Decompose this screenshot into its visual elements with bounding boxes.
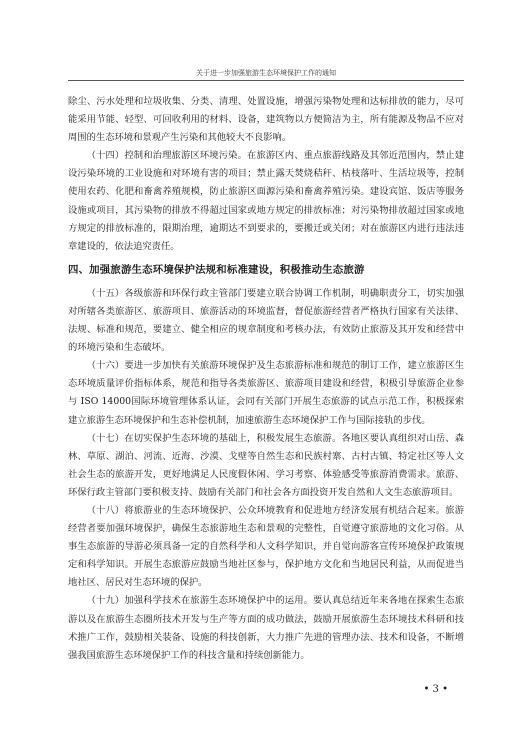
page-number: • 3 • — [423, 684, 448, 695]
paragraph-19: （十九）加强科学技术在旅游生态环境保护中的运用。要认真总结近年来各地在探索生态旅游以及在旅游生态圈所技术开发与生产等方面的成功做法，鼓励开展旅游生态环境技术科研和技术推广工作，鼓励相关装备、设施的科技创新，大力推广先进的管理办法、技术和设备，不断增强我国旅游生态环境保护工作的科技含量和持续创新能力。 — [68, 595, 464, 661]
paragraph-continued: 除尘、污水处理和垃圾收集、分类、清理、处置设施，增强污染物处理和达标排放的能力，尽可能采用节能、轻型、可回收利用的材料、设备，建筑物以方便简洁为主，所有能源及物品不应对周围的生态环境和景观产生污染和其他较大不良影响。 — [68, 96, 464, 144]
section-heading-4: 四、加强旅游生态环境保护法规和标准建设，积极推动生态旅游 — [68, 263, 365, 276]
document-body — [68, 93, 464, 665]
paragraph-14: （十四）控制和治理旅游区环境污染。在旅游区内、重点旅游线路及其邻近范围内，禁止建设污染环境的工业设施和对环境有害的项目；禁止露天焚烧秸秆、枯枝落叶、生活垃圾等，控制使用农药、化肥和畜禽养殖规模，防止旅游区面源污染和畜禽养殖污染。建设宾馆、饭店等服务设施或项目，其污染物的排放不得超过国家或地方规定的排放标准；对污染物排放超过国家或地方规定的排放标准的，限期治理，逾期达不到要求的，要搬迁或关闭；对在旅游区内进行违法违章建设的，依法追究责任。 — [68, 150, 464, 252]
running-header: 关于进一步加强旅游生态环境保护工作的通知 — [196, 69, 336, 77]
paragraph-16: （十六）要进一步加快有关旅游环境保护及生态旅游标准和规范的制订工作，建立旅游区生态环境质量评价指标体系，规范和指导各类旅游区、旅游项目建设和经营，积极引导旅游企业参与 ISO 14000国际环境管理体系认证，会同有关部门开展生态旅游的试点示范工作，积极探索建立旅游生态环境保护和生态补偿机制，加速旅游生态环境保护工作与国际接轨的步伐。 — [68, 360, 464, 426]
paragraph-17: （十七）在切实保护生态环境的基础上，积极发展生态旅游。各地区要认真组织对山岳、森林、草原、湖泊、河流、近海、沙漠、戈壁等自然生态和民族村寨、古村古镇、特定社区等人文社会生态的旅游开发，更好地满足人民度假休闲、学习考察、体验感受等旅游消费需求。旅游、环保行政主管部门要积极支持、鼓励有关部门和社会各方面投资开发自然和人文生态旅游项目。 — [68, 432, 464, 498]
paragraph-15: （十五）各级旅游和环保行政主管部门要建立联合协调工作机制，明确职责分工，切实加强对所辖各类旅游区、旅游项目、旅游活动的环境监督，督促旅游经营者严格执行国家有关法律、法规、标准和规范，要建立、健全相应的规章制度和考核办法，有效防止旅游及其开发和经营中的环境污染和生态破坏。 — [68, 287, 464, 354]
header-rule — [68, 80, 464, 81]
paragraph-18: （十八）将旅游业的生态环境保护、公众环境教育和促进地方经济发展有机结合起来。旅游经营者要加强环境保护，确保生态旅游地生态和景观的完整性，自觉遵守旅游地的文化习俗。从事生态旅游的导游必须具备一定的自然科学和人文科学知识，并自觉向游客宣传环境保护政策规定和科学知识。开展生态旅游应鼓励当地社区参与，保护地方文化和当地居民利益，从而促进当地社区、居民对生态环境的保护。 — [68, 504, 464, 589]
